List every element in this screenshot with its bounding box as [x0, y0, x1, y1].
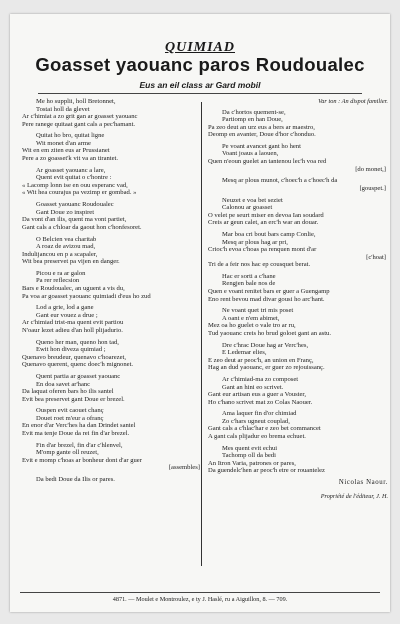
stanza	[22, 270, 202, 300]
verse-line: Me ho supplii, holl Bretonnet,	[36, 98, 116, 105]
song-title-top: QUIMIAD	[164, 40, 235, 55]
verse-line: Quent partia ar goasset yaouanc	[36, 373, 121, 380]
stanza	[22, 442, 202, 472]
verse-line: Quen n'eoun guelet an tantenou lec'h voa red	[208, 158, 327, 166]
column-divider	[201, 102, 202, 566]
verse-line: Ar c'himiad-ma zo composet	[222, 376, 299, 383]
verse-line: Creis ar geun calet, an erc'h war an douar.	[208, 219, 319, 227]
verse-line: Pa rer reflecsion	[36, 277, 80, 285]
verse-line: Ho c'hano scrivet mat zo Colas Naouer.	[208, 398, 313, 406]
left-column	[22, 98, 202, 484]
verse-line: Evit bea preservet gant Doue er brezel.	[22, 395, 125, 403]
verse-line: Pere ranege quitaat gant cals a pec'hamant.	[22, 120, 136, 128]
verse-line: Mar boa cri bout bars camp Conlie,	[222, 230, 316, 238]
verse-line: Wit monet d'an arme	[36, 139, 91, 147]
verse-line: Ne voant quet tri mis poset	[222, 307, 294, 315]
verse-line: En doa savet ar'hanc	[36, 380, 91, 388]
verse-line: Tud yaouanc creis ho brud goloet gant an astu.	[208, 329, 331, 337]
verse-line: Quenavo breudeur, quenavo c'hoarezet,	[22, 353, 126, 361]
verse-line: A roaz de avizou mad,	[36, 243, 96, 251]
right-column	[208, 98, 388, 500]
verse-line: Tostai holl da glevet	[36, 105, 90, 113]
verse-line: E Ledemar elies,	[222, 349, 267, 357]
stanza	[208, 143, 388, 173]
verse-line: Voant joaus a laouen,	[222, 150, 279, 158]
verse-line: Goasset yaouanc Roudoualec	[36, 201, 114, 209]
stanza	[208, 109, 388, 139]
song-subtitle: Eus an eil class ar Gard mobil	[139, 80, 261, 90]
stanza	[208, 445, 388, 475]
verse-line: Quitat ho bro, quitat ligne	[36, 132, 105, 140]
stanza	[22, 339, 202, 369]
verse-line: Da vont d'an ilis, quent ma vont partiet,	[22, 216, 127, 224]
song-title-main: Goasset yaouanc paros Roudoualec	[35, 54, 365, 75]
verse-line: Zo c'hars ugneut couplad,	[222, 417, 290, 425]
verse-line: Gant eur vouez a drue ;	[36, 311, 98, 319]
verse-line: Hag an dud yaouanc, er guer zo rejouissanç.	[208, 364, 325, 372]
verse-line: Gant cals a c'hloar da gaout hon c'honfesoret.	[22, 223, 142, 231]
verse-line: Evit e momp c'hoas ar bonheur dont d'ar guer	[22, 456, 142, 464]
verse-line: O velet pe seurt miser en devoa Ian soudard	[208, 211, 324, 219]
verse-line: Bars e Roudoualec, an uguent a vis du,	[22, 284, 125, 292]
stanza	[22, 132, 202, 162]
stanza	[208, 177, 388, 192]
stanza	[208, 376, 388, 406]
verse-line: Tri de a feir nos hac ep cousquet berat.	[208, 261, 311, 269]
verse-line: Quen e voant renitet bars er guer a Guengamp	[208, 287, 330, 295]
verse-line: Queno her man, queno hon tad,	[36, 338, 119, 346]
printer-footer: 4871. — Moulet e Montroulez, e ty J. Haslé, ru a Aiguillon, 8. — 709.	[20, 592, 380, 603]
verse-line: Da guendelc'hen ar peoc'h etre or rouantelez	[208, 467, 325, 475]
verse-line: Wit en em ziten eus ar Prussianet	[22, 147, 110, 155]
stanza	[22, 201, 202, 231]
stanza	[22, 304, 202, 334]
verse-line: Pa voa ar goasset yaouanc quimiadi d'eus ho zud	[22, 292, 151, 300]
verse-line: Gant Doue zo inspiret	[36, 208, 95, 216]
stanza	[208, 273, 388, 303]
title-rule	[38, 93, 362, 94]
verse-line: « Wit hea courajus pa vezimp er gombad. »	[22, 189, 137, 197]
verse-line: Evit ma tenje Doue da rei fin d'ar brezel.	[22, 430, 130, 438]
verse-line: O Belcien vea charitab	[36, 235, 97, 243]
verse-line: Crioc'h evoa c'hoas pa renquen mont d'ar	[208, 246, 317, 254]
verse-line: [do monet,]	[355, 165, 386, 173]
verse-line: An Itron Varia, patrones or pares,	[208, 459, 296, 467]
stanza	[22, 236, 202, 266]
verse-line: Neuzet e voa bet seziet	[222, 196, 283, 204]
verse-line: Quent evit quitat o c'hontre :	[36, 174, 112, 182]
tune-indication: Var ton : An dispot familier.	[318, 98, 388, 105]
verse-line: Pere a zo goasset'k vit va an tirantet.	[22, 155, 119, 163]
verse-line: Fin d'ar brezel, fin d'ar c'hlenvel,	[36, 441, 123, 449]
verse-line: « Lacomp lonn ise en ouu esperanc vad,	[22, 181, 128, 189]
verse-line: Wit bea preservet pa vijen en danger.	[22, 258, 120, 266]
verse-line: Picou e ra ar galon	[36, 269, 86, 277]
verse-line: Gant an hini eo scrivet.	[222, 383, 284, 391]
verse-line: Ar c'himiat a zo grit gan ar goasset yaouanc	[22, 113, 138, 121]
verse-line: Pe voant avancet gant ho hent	[222, 142, 301, 150]
verse-line: Douet roet m'eur a ofranç	[36, 414, 104, 422]
verse-line: Mesq ar plous munot, c'hoec'h a c'hoec'h da	[222, 177, 338, 185]
verse-line: A gant cals plijadur eo brema echuet.	[208, 433, 306, 441]
verse-line: Deomp en avanter, Doue d'hor c'honduo.	[208, 131, 316, 139]
stanza	[208, 197, 388, 227]
author-signature: Nicolas Naour.	[338, 479, 388, 487]
verse-line: [gouspet.]	[359, 184, 386, 192]
verse-line: Da laquat oferen bars ho ilis santel	[22, 388, 114, 396]
verse-line: Ouspen evit caouet chanç	[36, 407, 104, 415]
stanza	[208, 307, 388, 337]
verse-line: Calonou ar goasset	[222, 204, 273, 212]
verse-line: [assembles]	[168, 464, 200, 472]
verse-line: Partiomp en han Doue,	[222, 116, 283, 124]
verse-line: Mes quent evit echui	[222, 444, 278, 452]
verse-line: Mez oa ho guelet o vale tro ar ru,	[208, 322, 296, 330]
stanza	[208, 231, 388, 269]
verse-line: Mesq ar plous hag ar pri,	[222, 238, 288, 246]
stanza	[22, 167, 202, 197]
verse-line: Pa zeo deut an urz eus a bers ar maestro,	[208, 123, 315, 131]
verse-line: En enor d'ar Verc'hes ha dan Drindet santel	[22, 422, 136, 430]
stanza	[22, 98, 202, 128]
verse-line: E zeo deut ar peoc'h, an union en Franç,	[208, 356, 314, 364]
stanza	[22, 407, 202, 437]
stanza	[208, 410, 388, 440]
verse-line: Ewit hon diveza quimiad ;	[36, 346, 106, 354]
verse-line: Rengjen bale nos de	[222, 280, 276, 288]
verse-line: Tachomp oll da bedi	[222, 452, 276, 460]
verse-line: Gant eur artisan eus a guer a Vouster,	[208, 391, 307, 399]
stanza	[208, 342, 388, 372]
verse-line: N'oaur lezet adieu d'an holl plijadurio.	[22, 326, 123, 334]
verse-line: Dre c'hrac Doue hag ar Verc'hes,	[222, 341, 309, 349]
verse-line: Lod a grie, lod a gane	[36, 304, 94, 312]
closing-line: Da bedi Doue da Ilis or pares.	[36, 476, 115, 484]
verse-line: Indulijancou en p a scapaler,	[22, 250, 98, 258]
verse-line: Hac er sorti a c'hane	[222, 272, 276, 280]
verse-line: Da c'hortos quement-se,	[222, 108, 286, 116]
verse-line: Ar c'himiad trist-ma quent evit partiou	[22, 319, 124, 327]
verse-line: A oant e n'em abimet,	[222, 314, 280, 322]
verse-line: Ama laquer fin d'or chimiad	[222, 410, 297, 418]
verse-line: Ar goasset yaouanc a lare,	[36, 166, 106, 174]
verse-line: Gant cals a c'hlac'har e zeo bet commancet	[208, 425, 321, 433]
verse-line: M'omp gante oll reuzet,	[36, 449, 99, 457]
verse-line: Quenavo querent, quenc doec'h mignonet.	[22, 361, 134, 369]
verse-line: Eno rent bevou mad divar gousi ho arc'hant.	[208, 295, 325, 303]
publisher-note: Propriété de l'éditeur, J. H.	[320, 492, 388, 500]
verse-line: [c'hoat]	[366, 253, 386, 261]
stanza	[22, 373, 202, 403]
broadside-sheet	[10, 14, 390, 612]
